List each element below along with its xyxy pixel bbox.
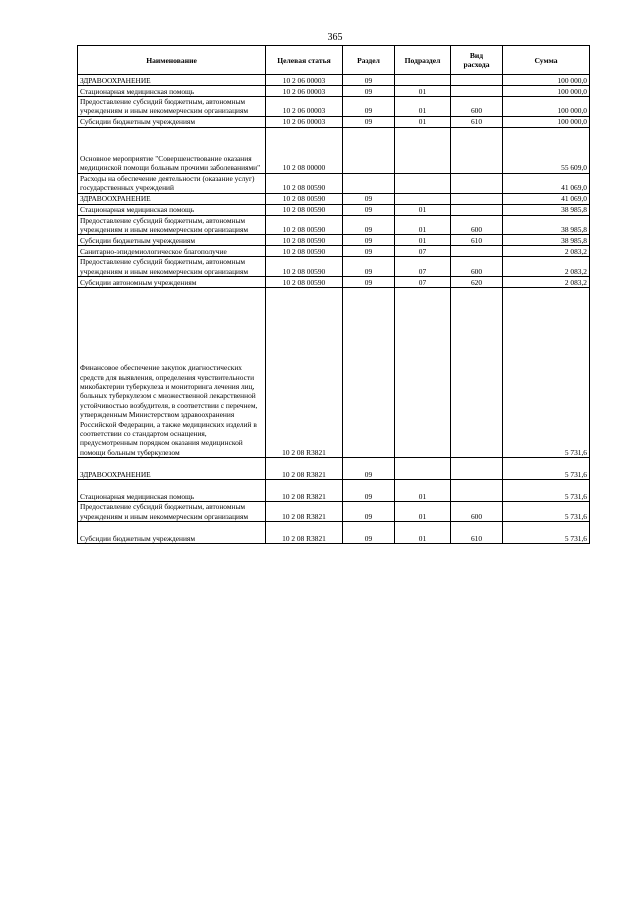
- cell-name: Субсидии бюджетным учреждениям: [78, 235, 266, 246]
- cell-expense: [451, 288, 503, 458]
- table-row: [78, 458, 590, 480]
- cell-sum: 38 985,8: [503, 215, 590, 235]
- cell-section: 09: [343, 204, 395, 215]
- cell-target: 10 2 08 00590: [266, 204, 343, 215]
- cell-sum: 5 731,6: [503, 480, 590, 502]
- table-row: [78, 277, 590, 288]
- cell-subsection: 01: [395, 204, 451, 215]
- cell-expense: 610: [451, 116, 503, 127]
- cell-expense: 600: [451, 215, 503, 235]
- cell-section: 09: [343, 458, 395, 480]
- cell-sum: 55 609,0: [503, 127, 590, 173]
- cell-section: 09: [343, 86, 395, 97]
- cell-sum: 5 731,6: [503, 502, 590, 522]
- cell-name: Расходы на обеспечение деятельности (оказание услуг) государственных учреждений: [78, 173, 266, 193]
- cell-subsection: 01: [395, 480, 451, 502]
- page-number: 365: [327, 32, 343, 43]
- table-body: [78, 75, 590, 544]
- cell-section: 09: [343, 522, 395, 544]
- cell-section: 09: [343, 480, 395, 502]
- cell-subsection: [395, 173, 451, 193]
- table-row: [78, 257, 590, 277]
- cell-target: 10 2 06 00003: [266, 116, 343, 127]
- header-expense-line2: расхода: [463, 60, 490, 69]
- cell-section: 09: [343, 502, 395, 522]
- cell-target: 10 2 06 00003: [266, 75, 343, 86]
- cell-name: Субсидии бюджетным учреждениям: [78, 522, 266, 544]
- cell-expense: [451, 173, 503, 193]
- table-row: [78, 522, 590, 544]
- cell-expense: 610: [451, 235, 503, 246]
- cell-target: 10 2 08 00590: [266, 235, 343, 246]
- cell-target: 10 2 08 R3821: [266, 288, 343, 458]
- cell-sum: 5 731,6: [503, 458, 590, 480]
- cell-name: ЗДРАВООХРАНЕНИЕ: [78, 75, 266, 86]
- cell-section: 09: [343, 215, 395, 235]
- cell-sum: 38 985,8: [503, 235, 590, 246]
- cell-sum: 100 000,0: [503, 75, 590, 86]
- cell-section: 09: [343, 75, 395, 86]
- cell-target: 10 2 08 00000: [266, 127, 343, 173]
- cell-name: Предоставление субсидий бюджетным, автономным учреждениям и иным некоммерческим организациям: [78, 215, 266, 235]
- cell-section: 09: [343, 257, 395, 277]
- cell-section: [343, 173, 395, 193]
- header-expense-type: [451, 46, 503, 75]
- cell-name: Предоставление субсидий бюджетным, автономным учреждениям и иным некоммерческим организациям: [78, 502, 266, 522]
- table-row: [78, 173, 590, 193]
- cell-sum: 2 083,2: [503, 246, 590, 257]
- cell-target: 10 2 08 00590: [266, 215, 343, 235]
- cell-expense: 620: [451, 277, 503, 288]
- header-subsection: Подраздел: [395, 46, 451, 75]
- cell-expense: [451, 86, 503, 97]
- cell-subsection: [395, 458, 451, 480]
- table-row: [78, 480, 590, 502]
- cell-name: Стационарная медицинская помощь: [78, 204, 266, 215]
- cell-expense: [451, 193, 503, 204]
- table-row: [78, 97, 590, 117]
- cell-name: Субсидии бюджетным учреждениям: [78, 116, 266, 127]
- cell-subsection: 07: [395, 246, 451, 257]
- table-row: [78, 116, 590, 127]
- cell-target: 10 2 08 00590: [266, 173, 343, 193]
- cell-section: 09: [343, 246, 395, 257]
- cell-expense: 610: [451, 522, 503, 544]
- cell-name: Предоставление субсидий бюджетным, автономным учреждениям и иным некоммерческим организациям: [78, 97, 266, 117]
- cell-expense: 600: [451, 502, 503, 522]
- cell-section: 09: [343, 235, 395, 246]
- cell-subsection: 01: [395, 116, 451, 127]
- cell-name: Основное мероприятие "Совершенствование оказания медицинской помощи больным прочими заболеваниями": [78, 127, 266, 173]
- cell-subsection: [395, 193, 451, 204]
- header-section: Раздел: [343, 46, 395, 75]
- cell-target: 10 2 08 R3821: [266, 522, 343, 544]
- cell-subsection: [395, 75, 451, 86]
- cell-target: 10 2 06 00003: [266, 97, 343, 117]
- cell-section: 09: [343, 116, 395, 127]
- cell-sum: 5 731,6: [503, 288, 590, 458]
- cell-name: Санитарно-эпидемиологическое благополучие: [78, 246, 266, 257]
- cell-name: ЗДРАВООХРАНЕНИЕ: [78, 458, 266, 480]
- cell-subsection: [395, 288, 451, 458]
- cell-target: 10 2 08 R3821: [266, 502, 343, 522]
- cell-target: 10 2 08 00590: [266, 193, 343, 204]
- cell-target: 10 2 08 00590: [266, 257, 343, 277]
- cell-name: ЗДРАВООХРАНЕНИЕ: [78, 193, 266, 204]
- cell-name: Стационарная медицинская помощь: [78, 480, 266, 502]
- cell-sum: 100 000,0: [503, 97, 590, 117]
- cell-subsection: 01: [395, 235, 451, 246]
- cell-subsection: 01: [395, 522, 451, 544]
- cell-subsection: 01: [395, 215, 451, 235]
- budget-table: [77, 45, 590, 544]
- cell-expense: [451, 246, 503, 257]
- cell-sum: 41 069,0: [503, 173, 590, 193]
- table-row: [78, 246, 590, 257]
- cell-target: 10 2 08 00590: [266, 277, 343, 288]
- table-row: [78, 204, 590, 215]
- cell-subsection: 01: [395, 97, 451, 117]
- cell-sum: 2 083,2: [503, 257, 590, 277]
- table-row: [78, 235, 590, 246]
- cell-sum: 100 000,0: [503, 86, 590, 97]
- cell-sum: 5 731,6: [503, 522, 590, 544]
- cell-expense: [451, 458, 503, 480]
- table-row: [78, 215, 590, 235]
- cell-target: 10 2 08 R3821: [266, 458, 343, 480]
- cell-target: 10 2 08 R3821: [266, 480, 343, 502]
- cell-name: Финансовое обеспечение закупок диагностических средств для выявления, определения чувствительности микобактерии туберкулеза и мониторинга лечения лиц, больных туберкулезом с множественной лекарственной устойчивостью возбудителя, в соответствии с перечнем, утвержденным Министерством здравоохранения Российской Федерации, а также медицинских изделий в соответствии со стандартом оснащения, предусмотренным порядком оказания медицинской помощи больным туберкулезом: [78, 288, 266, 458]
- cell-expense: 600: [451, 257, 503, 277]
- cell-section: [343, 288, 395, 458]
- header-expense-line1: Вид: [469, 51, 484, 60]
- cell-expense: [451, 204, 503, 215]
- cell-expense: [451, 75, 503, 86]
- table-row: [78, 502, 590, 522]
- cell-sum: 100 000,0: [503, 116, 590, 127]
- cell-name: Субсидии автономным учреждениям: [78, 277, 266, 288]
- cell-expense: [451, 127, 503, 173]
- table-row: [78, 193, 590, 204]
- cell-subsection: 07: [395, 257, 451, 277]
- cell-section: 09: [343, 97, 395, 117]
- table-row: [78, 86, 590, 97]
- cell-name: Стационарная медицинская помощь: [78, 86, 266, 97]
- table-header: [78, 46, 590, 75]
- table-row: [78, 127, 590, 173]
- cell-section: 09: [343, 277, 395, 288]
- cell-name: Предоставление субсидий бюджетным, автономным учреждениям и иным некоммерческим организациям: [78, 257, 266, 277]
- table-row: [78, 288, 590, 458]
- cell-subsection: 01: [395, 502, 451, 522]
- cell-expense: 600: [451, 97, 503, 117]
- header-name: Наименование: [78, 46, 266, 75]
- cell-subsection: 01: [395, 86, 451, 97]
- cell-sum: 2 083,2: [503, 277, 590, 288]
- header-sum: Сумма: [503, 46, 590, 75]
- table-row: [78, 75, 590, 86]
- header-target: Целевая статья: [266, 46, 343, 75]
- cell-target: 10 2 08 00590: [266, 246, 343, 257]
- cell-target: 10 2 06 00003: [266, 86, 343, 97]
- cell-subsection: 07: [395, 277, 451, 288]
- cell-subsection: [395, 127, 451, 173]
- cell-section: 09: [343, 193, 395, 204]
- cell-expense: [451, 480, 503, 502]
- cell-sum: 41 069,0: [503, 193, 590, 204]
- cell-sum: 38 985,8: [503, 204, 590, 215]
- cell-section: [343, 127, 395, 173]
